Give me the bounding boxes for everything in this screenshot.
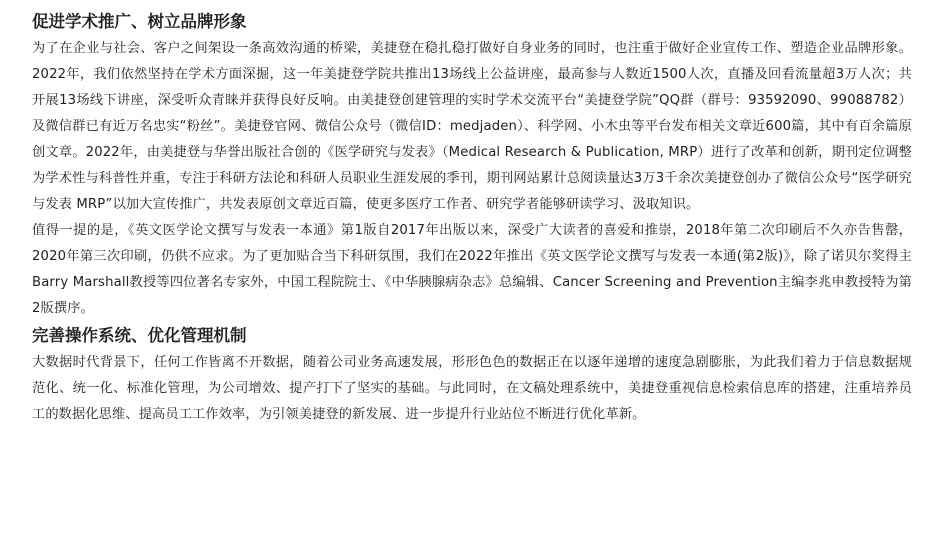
section-heading-system-optimization: 完善操作系统、优化管理机制 — [32, 326, 247, 345]
article-body — [32, 8, 912, 428]
paragraph-academic-promotion: 为了在企业与社会、客户之间架设一条高效沟通的桥梁，美捷登在稳扎稳打做好自身业务的同时，也注重于做好企业宣传工作、塑造企业品牌形象。2022年，我们依然坚持在学术方面深掘，这一年美捷登学院共推出13场线上公益讲座，最高参与人数近1500人次，直播及回看流量超3万人次；共开展13场线下讲座，深受听众青睐并获得良好反响。由美捷登创建管理的实时学术交流平台“美捷登学院”QQ群（群号：93592090、99088782）及微信群已有近万名忠实“粉丝”。美捷登官网、微信公众号（微信ID：medjaden）、科学网、小木虫等平台发布相关文章近600篇，其中有百余篇原创文章。2022年，由美捷登与华誉出版社合创的《医学研究与发表》（Medical Research & Publication, MRP）进行了改革和创新，期刊定位调整为学术性与科普性并重，专注于科研方法论和科研人员职业生涯发展的季刊，期刊网站累计总阅读量达3万3千余次美捷登创办了微信公众号“医学研究与发表 MRP”以加大宣传推广，共发表原创文章近百篇，使更多医疗工作者、研究学者能够研读学习、汲取知识。 — [32, 41, 912, 212]
paragraph-data-management: 大数据时代背景下，任何工作皆离不开数据，随着公司业务高速发展，形形色色的数据正在以逐年递增的速度急剧膨胀，为此我们着力于信息数据规范化、统一化、标准化管理，为公司增效、提产打下了坚实的基础。与此同时，在文稿处理系统中，美捷登重视信息检索信息库的搭建，注重培养员工的数据化思维、提高员工工作效率，为引领美捷登的新发展、进一步提升行业站位不断进行优化革新。 — [32, 355, 912, 422]
section-heading-academic-promotion: 促进学术推广、树立品牌形象 — [32, 12, 247, 31]
paragraph-book-publication: 值得一提的是，《英文医学论文撰写与发表一本通》第1版自2017年出版以来，深受广大读者的喜爱和推崇，2018年第二次印刷后不久亦告售罄，2020年第三次印刷，仍供不应求。为了更加贴合当下科研氛围，我们在2022年推出《英文医学论文撰写与发表一本通(第2版)》，除了诺贝尔奖得主Barry Marshall教授等四位著名专家外，中国工程院院士、《中华胰腺病杂志》总编辑、Cancer Screening and Prevention主编李兆申教授特为第2版撰序。 — [32, 223, 912, 316]
